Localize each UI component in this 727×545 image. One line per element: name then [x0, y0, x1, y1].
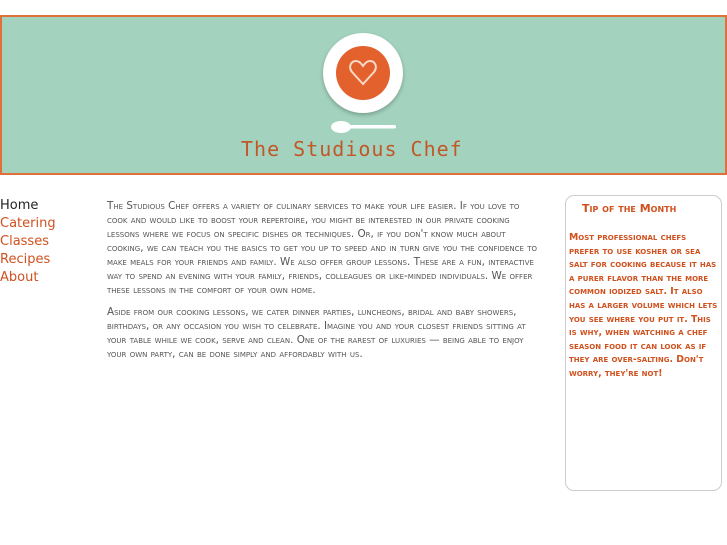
site-title: The Studious Chef [241, 137, 463, 161]
tip-body: Most professional chefs prefer to use kosher or sea salt for cooking because it has a purer flavor than the more common iodized salt. It also has a larger volume which lets you see where you put it. This is why, when watching a chef season food it can look as if they are over-salting. Don't worry, they're not! [569, 232, 718, 379]
tip-box [565, 195, 722, 491]
heart-icon [348, 58, 378, 88]
main-content [107, 199, 539, 369]
catering-paragraph: Aside from our cooking lessons, we cater dinner parties, luncheons, bridal and baby showers, birthdays, or any occasion you wish to celebrate. Imagine you and your closest friends sitting at your table while we cook, serve and clean. One of the rarest of luxuries — being able to enjoy your own party, can be done simply and affordably with us. [107, 306, 526, 360]
intro-paragraph: The Studious Chef offers a variety of culinary services to make your life easier. If you love to cook and would like to boost your repertoire, you might be interested in our private cooking lessons where we focus on specific dishes or techniques. Or, if you don't know much about cooking, we can teach you the basics to get you up to speed and in turn give you the confidence to make meals for your friends and family. We also offer group lessons. These are a fun, interactive way to spend an evening with your family, friends, colleagues or like-minded individuals. We offer these lessons in the comfort of your own home. [107, 200, 538, 296]
nav-catering[interactable]: Catering [0, 216, 56, 231]
nav-classes[interactable]: Classes [0, 234, 49, 249]
spoon-icon [330, 118, 400, 136]
nav-recipes[interactable]: Recipes [0, 252, 51, 267]
nav-home[interactable]: Home [0, 198, 39, 213]
main-nav [0, 197, 56, 287]
tip-title: Tip of the Month [582, 202, 677, 215]
nav-about[interactable]: About [0, 270, 39, 285]
